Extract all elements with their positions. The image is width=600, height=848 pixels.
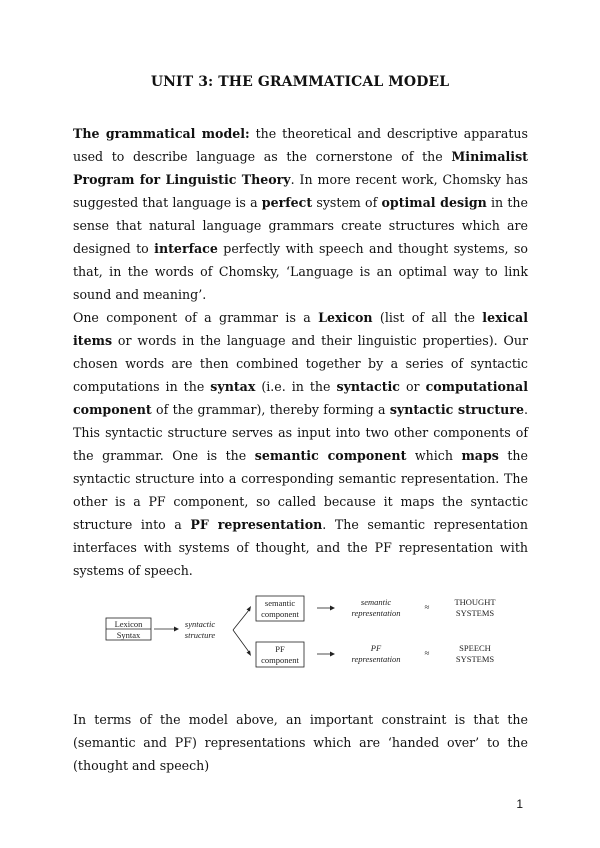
term-maps: maps — [461, 448, 499, 463]
approx-symbol-top: ≈ — [424, 602, 430, 612]
term-lexical-items: lexical items — [73, 310, 528, 348]
pf-label: PF — [275, 644, 285, 654]
term-semantic-component: semantic component — [254, 448, 407, 463]
text-run: system of — [312, 195, 382, 210]
text-run: or words in the language and their linguistic properties). Our chosen words are then combined together by a series of syntactic computations in the — [73, 333, 528, 394]
text-run: . This syntactic structure serves as input into two other components of the grammar. One is the — [73, 402, 528, 463]
text-run: perfectly with speech and thought systems, so that, in the words of Chomsky, ‘Language is an optimal way to link sound and meaning’. — [73, 241, 529, 302]
arrowhead — [330, 606, 335, 611]
grammar-model-diagram — [100, 588, 510, 678]
component-label-top: component — [261, 609, 299, 619]
term-grammatical-model: The grammatical model: — [73, 126, 250, 141]
paragraph-intro — [73, 122, 528, 306]
text-run: (i.e. in the — [255, 379, 337, 394]
term-syntactic-structure: syntactic structure — [389, 402, 524, 417]
semantic-representation-label-2: representation — [351, 608, 401, 618]
text-run: . The semantic representation interfaces with systems of thought, and the PF representation with systems of speech. — [73, 517, 529, 578]
term-lexicon: Lexicon — [318, 310, 373, 325]
text-run: the syntactic structure into a corresponding semantic representation. The other is a PF component, so called because it maps the syntactic structure into a — [73, 448, 528, 532]
term-perfect: perfect — [261, 195, 313, 210]
approx-symbol-bottom: ≈ — [424, 648, 430, 658]
arrowhead — [247, 651, 252, 657]
arrowhead — [174, 627, 179, 632]
text-run: or — [399, 379, 426, 394]
thought-systems-label: SYSTEMS — [455, 608, 495, 618]
semantic-label: semantic — [264, 598, 296, 608]
branch-arrow-down — [233, 630, 249, 652]
pf-representation-label-2: representation — [351, 654, 401, 664]
page-number: 1 — [516, 797, 523, 811]
arrowhead — [247, 606, 252, 612]
lexicon-label: Lexicon — [114, 619, 143, 629]
text-run: in the sense that natural language grammars create structures which are designed to — [73, 195, 528, 256]
arrowhead — [330, 652, 335, 657]
syntax-label: Syntax — [116, 630, 141, 640]
text-run: which — [406, 448, 462, 463]
speech-systems-label: SYSTEMS — [455, 654, 495, 664]
branch-arrow-up — [233, 610, 249, 630]
pf-representation-label-1: PF — [370, 643, 382, 653]
semantic-representation-label-1: semantic — [360, 597, 392, 607]
syntactic-label: syntactic — [184, 619, 216, 629]
speech-label: SPEECH — [459, 643, 491, 653]
term-optimal-design: optimal design — [381, 195, 487, 210]
text-run: One component of a grammar is a — [73, 310, 319, 325]
component-label-bottom: component — [261, 655, 299, 665]
text-run: the theoretical and descriptive apparatus used to describe language as the cornerstone of the — [73, 126, 528, 164]
text-run: . In more recent work, Chomsky has suggested that language is a — [73, 172, 528, 210]
structure-label: structure — [184, 630, 216, 640]
page-title: UNIT 3: THE GRAMMATICAL MODEL — [150, 74, 450, 90]
thought-label: THOUGHT — [454, 597, 496, 607]
text-run: (list of all the — [372, 310, 483, 325]
paragraph-constraint: In terms of the model above, an important constraint is that the (semantic and PF) representations which are ‘handed over’ to the (thought and speech) — [73, 712, 528, 773]
term-pf-representation: PF representation — [190, 517, 323, 532]
term-computational-component: computational component — [73, 379, 528, 417]
term-interface: interface — [154, 241, 218, 256]
term-syntactic: syntactic — [336, 379, 400, 394]
text-run: of the grammar), thereby forming a — [151, 402, 390, 417]
term-syntax: syntax — [210, 379, 256, 394]
term-minimalist-program: Minimalist Program for Linguistic Theory — [73, 149, 528, 187]
paragraph-components — [73, 306, 528, 582]
